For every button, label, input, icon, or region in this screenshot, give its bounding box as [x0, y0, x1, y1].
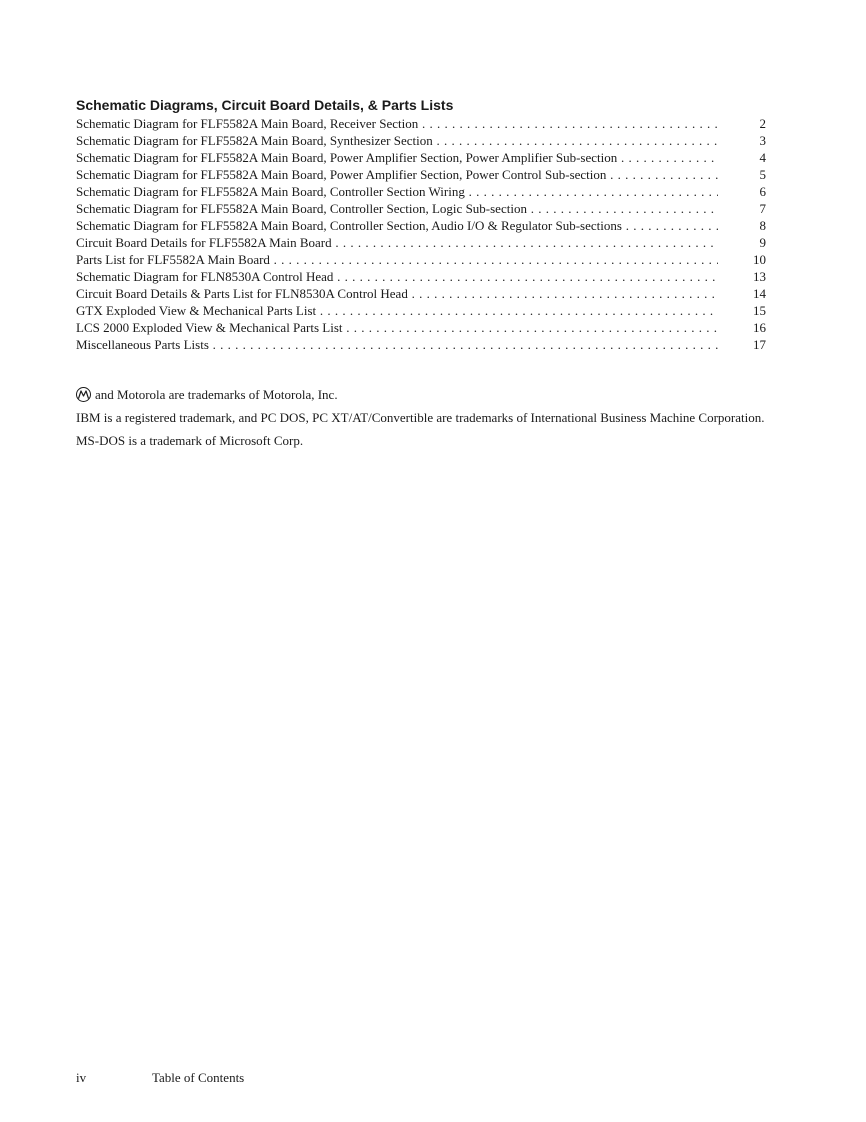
toc-entry-title: Circuit Board Details & Parts List for FLN8530A Control Head . . .	[76, 285, 718, 302]
footer-page-number: iv	[76, 1070, 87, 1085]
toc-entry[interactable]	[76, 319, 766, 336]
toc-entry[interactable]	[76, 132, 766, 149]
toc-entry-page: 17	[753, 337, 766, 352]
toc-entry-page: 9	[759, 235, 766, 250]
toc-entry-title: Parts List for FLF5582A Main Board . . .	[76, 251, 718, 268]
toc-entry-page: 10	[753, 252, 766, 267]
toc-entry-page: 7	[759, 201, 766, 216]
toc-entry-title: Schematic Diagram for FLN8530A Control Head . . .	[76, 268, 718, 285]
toc-entry-page: 16	[753, 320, 766, 335]
toc-entry-page: 2	[759, 116, 766, 131]
toc-entry[interactable]	[76, 285, 766, 302]
motorola-trademark-note	[76, 386, 766, 403]
toc-entry-title: Circuit Board Details for FLF5582A Main Board . . .	[76, 234, 718, 251]
toc-entry-page: 5	[759, 167, 766, 182]
msdos-trademark-note: MS-DOS is a trademark of Microsoft Corp.	[76, 433, 304, 448]
toc-entry-title: Schematic Diagram for FLF5582A Main Board, Power Amplifier Section, Power Control Sub-section . . .	[76, 166, 718, 183]
toc-entry[interactable]	[76, 251, 766, 268]
toc-entry-title: LCS 2000 Exploded View & Mechanical Parts List . . .	[76, 319, 718, 336]
toc-entry-title: Schematic Diagram for FLF5582A Main Board, Controller Section, Audio I/O & Regulator Sub-sections . . .	[76, 217, 718, 234]
toc-entry[interactable]	[76, 268, 766, 285]
toc-entry-page: 3	[759, 133, 766, 148]
toc-entry-page: 6	[759, 184, 766, 199]
toc-entry[interactable]	[76, 336, 766, 353]
motorola-trademark-text: and Motorola are trademarks of Motorola, Inc.	[95, 387, 338, 402]
toc-entry-page: 14	[753, 286, 766, 301]
toc-entry[interactable]	[76, 183, 766, 200]
trademark-notes	[76, 386, 766, 455]
toc-entry-page: 4	[759, 150, 766, 165]
toc-entry-title: Schematic Diagram for FLF5582A Main Board, Synthesizer Section . . .	[76, 132, 718, 149]
toc-entry-title: Schematic Diagram for FLF5582A Main Board, Power Amplifier Section, Power Amplifier Sub-section . . .	[76, 149, 718, 166]
toc-entry-title: GTX Exploded View & Mechanical Parts List . . .	[76, 302, 718, 319]
toc-entry[interactable]	[76, 149, 766, 166]
toc-entry[interactable]	[76, 200, 766, 217]
toc-entry-page: 8	[759, 218, 766, 233]
toc-entry[interactable]	[76, 302, 766, 319]
motorola-logo-icon	[76, 387, 91, 402]
toc-entry-title: Miscellaneous Parts Lists . . .	[76, 336, 718, 353]
toc-entry[interactable]	[76, 115, 766, 132]
toc-list	[76, 115, 766, 353]
toc-entry[interactable]	[76, 217, 766, 234]
toc-entry[interactable]	[76, 234, 766, 251]
toc-entry-title: Schematic Diagram for FLF5582A Main Board, Receiver Section . . .	[76, 115, 718, 132]
toc-entry-page: 15	[753, 303, 766, 318]
toc-entry-title: Schematic Diagram for FLF5582A Main Board, Controller Section Wiring . . .	[76, 183, 718, 200]
toc-entry-page: 13	[753, 269, 766, 284]
section-title: Schematic Diagrams, Circuit Board Details, & Parts Lists	[76, 97, 454, 113]
footer-title: Table of Contents	[152, 1070, 245, 1085]
toc-entry-title: Schematic Diagram for FLF5582A Main Board, Controller Section, Logic Sub-section . . .	[76, 200, 718, 217]
ibm-trademark-note: IBM is a registered trademark, and PC DOS, PC XT/AT/Convertible are trademarks of International Business Machine Corporation.	[76, 410, 765, 425]
toc-entry[interactable]	[76, 166, 766, 183]
